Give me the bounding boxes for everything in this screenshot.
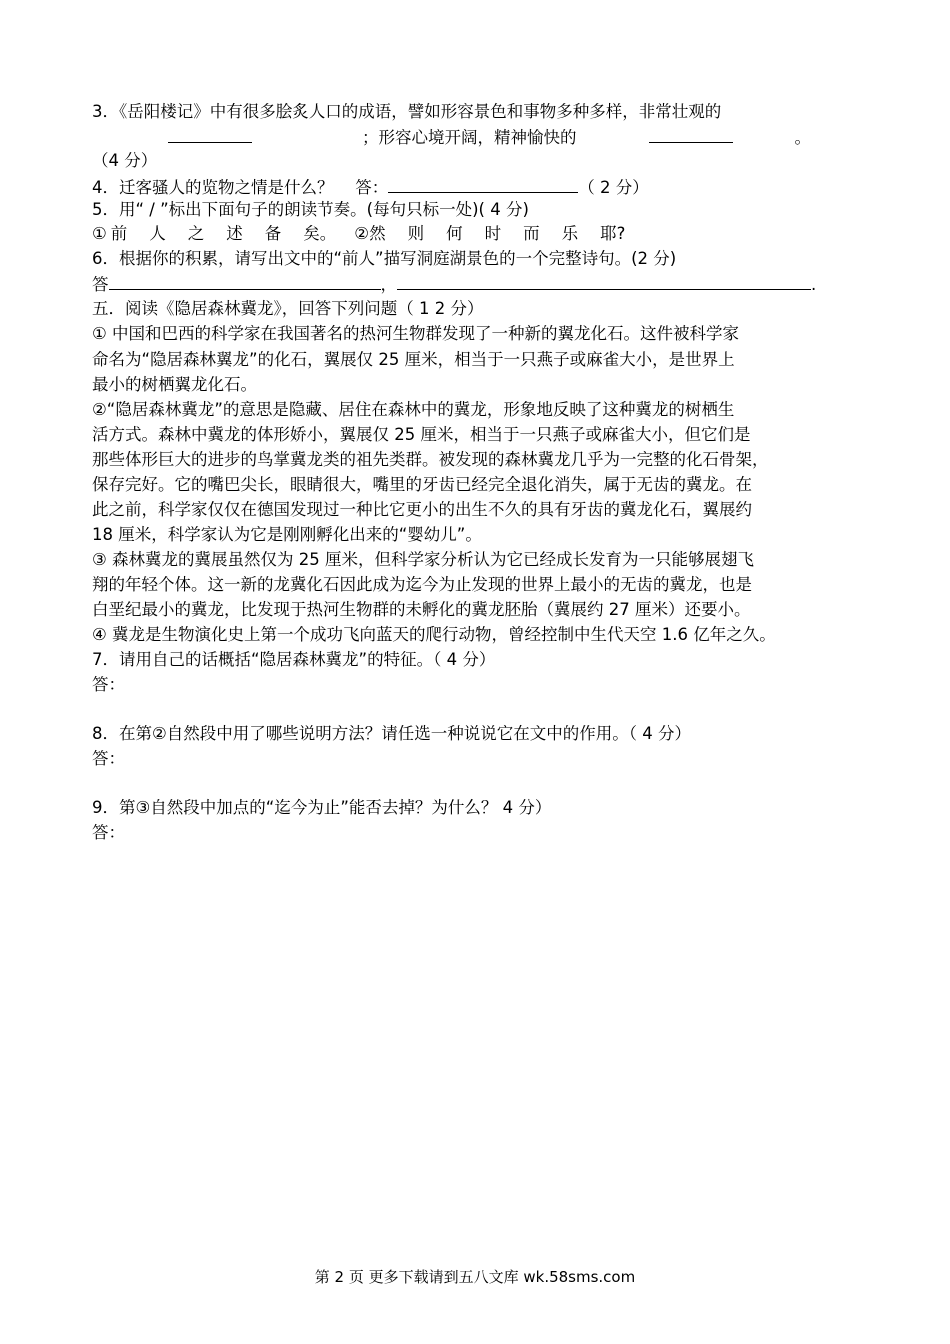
- q5-s1-char: 人: [149, 224, 166, 243]
- q5-s2-char: 耶?: [600, 224, 626, 243]
- q5-s2-char: 时: [484, 224, 502, 243]
- q5-s1-char: 前: [110, 224, 128, 243]
- passage-line: 白垩纪最小的冀龙，比发现于热河生物群的未孵化的冀龙胚胎（冀展约 27 厘米）还要小。: [92, 600, 751, 619]
- passage-line: 命名为“隐居森林翼龙”的化石，翼展仅 25 厘米，相当于一只燕子或麻雀大小，是世界上: [92, 350, 735, 369]
- q4-score: （ 2 分）: [578, 178, 649, 197]
- q6-answer-blank-2[interactable]: [397, 271, 811, 290]
- q5-s1-char: 述: [226, 224, 243, 243]
- passage-line: 保存完好。它的嘴巴尖长，眼睛很大，嘴里的牙齿已经完全退化消失，属于无齿的冀龙。在: [92, 475, 752, 494]
- passage-line: ④ 冀龙是生物演化史上第一个成功飞向蓝天的爬行动物，曾经控制中生代天空 1.6 亿年之久。: [92, 625, 776, 644]
- passage-line: 此之前，科学家仅仅在德国发现过一种比它更小的出生不久的具有牙齿的冀龙化石，翼展约: [92, 500, 752, 519]
- q5-s2-char: 然: [369, 224, 386, 243]
- q5-s1-char: 备: [264, 224, 282, 243]
- q5-s2-char: 则: [407, 224, 425, 243]
- q3-line2: [92, 124, 811, 150]
- q3-line1: 3．《岳阳楼记》中有很多脍炙人口的成语，譬如形容景色和事物多种多样，非常壮观的: [92, 102, 722, 121]
- q6-answer-blank-1[interactable]: [109, 271, 381, 290]
- q5-text: 5．用“ / ”标出下面句子的朗读节奏。(每句只标一处)( 4 分): [92, 200, 529, 219]
- q6-period: .: [811, 275, 817, 294]
- passage-line: 那些体形巨大的进步的鸟掌冀龙类的祖先类群。被发现的森林冀龙几乎为一完整的化石骨架，: [92, 450, 769, 469]
- passage-line: ②“隐居森林冀龙”的意思是隐藏、居住在森林中的冀龙，形象地反映了这种冀龙的树栖生: [92, 400, 735, 419]
- q4-line: [92, 174, 649, 200]
- q7-answer[interactable]: 答：: [92, 675, 125, 694]
- q7-text: 7．请用自己的话概括“隐居森林冀龙”的特征。（ 4 分）: [92, 650, 496, 669]
- q9-answer[interactable]: 答：: [92, 823, 125, 842]
- q3-blank-2[interactable]: [649, 124, 733, 143]
- q8-text: 8．在第②自然段中用了哪些说明方法？请任选一种说说它在文中的作用。（ 4 分）: [92, 724, 692, 743]
- q5-s1-char: 之: [187, 224, 205, 243]
- q5-s2-char: 何: [446, 224, 463, 243]
- page-footer: 第 2 页 更多下载请到五八文库 wk.58sms.com: [314, 1268, 636, 1286]
- q3-end: 。: [794, 128, 811, 147]
- passage-line: 最小的树栖翼龙化石。: [92, 375, 257, 394]
- q6-text: 6．根据你的积累，请写出文中的“前人”描写洞庭湖景色的一个完整诗句。(2 分): [92, 249, 677, 268]
- q4-text: 4．迁客骚人的览物之情是什么？ 答：: [92, 178, 389, 197]
- q5-s2-char: 而: [523, 224, 540, 243]
- passage-line: ③ 森林冀龙的冀展虽然仅为 25 厘米，但科学家分析认为它已经成长发育为一只能够展翅飞: [92, 550, 755, 569]
- q5-s2-char: 乐: [561, 224, 579, 243]
- q6-answer-label: 答: [92, 275, 109, 294]
- passage-line: 翔的年轻个体。这一新的龙冀化石因此成为迄今为止发现的世界上最小的无齿的冀龙，也是: [92, 575, 752, 594]
- section5-title: 五．阅读《隐居森林冀龙》，回答下列问题（ 1 2 分）: [92, 299, 484, 318]
- passage-line: 活方式。森林中冀龙的体形娇小，翼展仅 25 厘米，相当于一只燕子或麻雀大小，但它们是: [92, 425, 751, 444]
- q5-sentence2-num: ②: [354, 224, 370, 243]
- q8-answer[interactable]: 答：: [92, 749, 125, 768]
- passage-line: ① 中国和巴西的科学家在我国著名的热河生物群发现了一种新的翼龙化石。这件被科学家: [92, 324, 740, 343]
- q3-blank-1[interactable]: [168, 124, 252, 143]
- q4-answer-blank[interactable]: [388, 174, 578, 193]
- q6-answer-line: [92, 271, 816, 297]
- q9-text: 9．第③自然段中加点的“迄今为止”能否去掉？为什么？ 4 分）: [92, 798, 552, 817]
- q3-score: （4 分）: [92, 151, 158, 170]
- q5-s1-char: 矣。: [303, 224, 337, 243]
- passage-line: 18 厘米，科学家认为它是刚刚孵化出来的“婴幼儿”。: [92, 525, 482, 544]
- q6-comma: ，: [380, 275, 397, 294]
- q5-sentences: [92, 222, 625, 246]
- q3-semi: ；形容心境开阔，精神愉快的: [362, 128, 577, 147]
- q5-sentence1-num: ①: [92, 224, 107, 243]
